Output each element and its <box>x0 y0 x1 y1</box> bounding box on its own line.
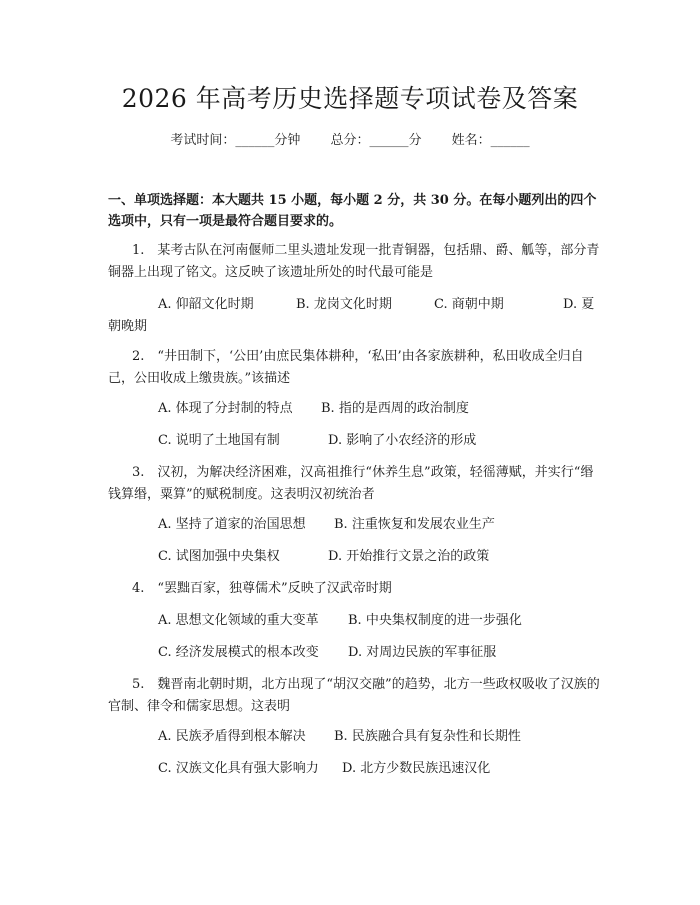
question-4-options-row1 <box>158 610 650 632</box>
question-3: 3. 汉初，为解决经济困难，汉高祖推行“休养生息”政策，轻徭薄赋，并实行“缗钱算缗，粟算”的赋税制度。这表明汉初统治者 <box>108 465 594 502</box>
option-b: B. 中央集权制度的进一步强化 <box>348 613 522 628</box>
option-c: C. 说明了土地国有制 <box>158 433 280 448</box>
question-3-options-row2 <box>158 546 650 568</box>
option-a: A. 仰韶文化时期 <box>158 297 254 312</box>
question-5-options-row1 <box>158 726 650 748</box>
option-a: A. 坚持了道家的治国思想 <box>158 517 306 532</box>
exam-score: 总分：______分 <box>330 133 422 148</box>
question-4: 4. “罢黜百家，独尊儒术”反映了汉武帝时期 <box>132 581 392 596</box>
option-a: A. 民族矛盾得到根本解决 <box>158 729 306 744</box>
option-c: C. 汉族文化具有强大影响力 <box>158 761 319 776</box>
option-c: C. 试图加强中央集权 <box>158 549 280 564</box>
question-2-options-row1 <box>158 398 650 420</box>
question-1-option-d-wrap <box>108 294 600 338</box>
section-heading: 一、单项选择题：本大题共 15 小题，每小题 2 分，共 30 分。在每小题列出的四个选项中，只有一项是最符合题目要求的。 <box>108 193 597 229</box>
option-b: B. 民族融合具有复杂性和长期性 <box>334 729 521 744</box>
question-3-options-row1 <box>158 514 650 536</box>
question-1: 1. 某考古队在河南偃师二里头遗址发现一批青铜器，包括鼎、爵、觚等，部分青铜器上出现了铭文。这反映了该遗址所处的时代最可能是 <box>108 243 600 280</box>
option-d: D. 对周边民族的军事征服 <box>348 645 497 660</box>
question-5-options-row2 <box>158 758 650 780</box>
question-2: 2. “井田制下，‘公田’由庶民集体耕种，‘私田’由各家族耕种，私田收成全归自己，公田收成上缴贵族。”该描述 <box>108 349 584 386</box>
option-d: D. 北方少数民族迅速汉化 <box>342 761 491 776</box>
exam-title: 2026 年高考历史选择题专项试卷及答案 <box>121 84 579 113</box>
question-4-options-row2 <box>158 642 650 664</box>
option-c: C. 经济发展模式的根本改变 <box>158 645 319 660</box>
question-5: 5. 魏晋南北朝时期，北方出现了“胡汉交融”的趋势，北方一些政权吸收了汉族的官制、律令和儒家思想。这表明 <box>108 677 600 714</box>
exam-name: 姓名：______ <box>451 133 530 148</box>
option-d: D. 夏朝晚期 <box>108 297 595 334</box>
option-b: B. 龙岗文化时期 <box>296 297 392 312</box>
option-d: D. 影响了小农经济的形成 <box>328 433 477 448</box>
exam-time: 考试时间：______分钟 <box>170 133 301 148</box>
option-c: C. 商朝中期 <box>434 297 504 312</box>
option-d: D. 开始推行文景之治的政策 <box>328 549 490 564</box>
question-2-options-row2 <box>158 430 650 452</box>
option-a: A. 思想文化领域的重大变革 <box>158 613 319 628</box>
exam-info <box>0 131 700 151</box>
option-b: B. 指的是西周的政治制度 <box>321 401 469 416</box>
option-b: B. 注重恢复和发展农业生产 <box>334 517 495 532</box>
option-a: A. 体现了分封制的特点 <box>158 401 293 416</box>
